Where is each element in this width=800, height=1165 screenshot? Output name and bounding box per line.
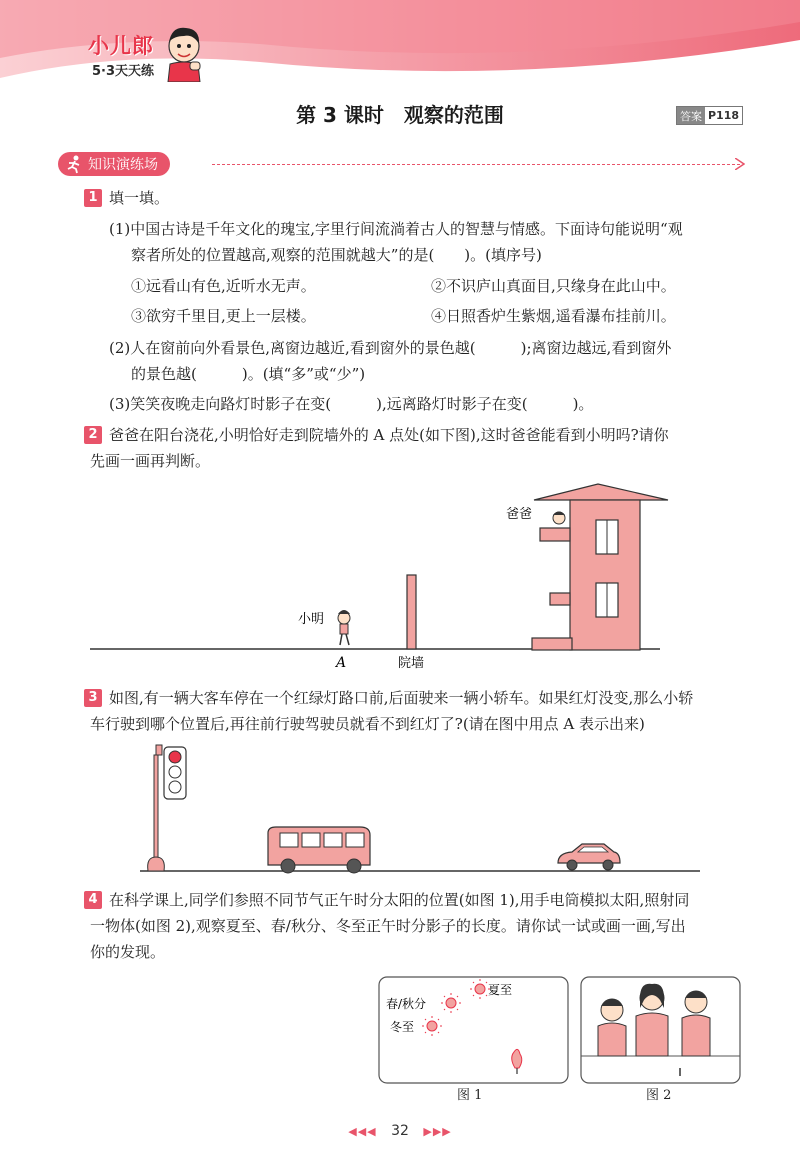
- car: [558, 844, 620, 870]
- q4-line2: 一物体(如图 2),观察夏至、春/秋分、冬至正午时分影子的长度。请你试一试或画一画,写出: [90, 917, 686, 935]
- brand-subtitle: 5·3天天练: [92, 64, 155, 79]
- house-building: [532, 484, 668, 650]
- page-footer: [0, 1123, 800, 1139]
- student-figure: [598, 999, 626, 1056]
- label-equinox: 春/秋分: [386, 997, 427, 1011]
- question-number: 1: [84, 189, 102, 207]
- mascot-boy-icon: [160, 24, 208, 82]
- q1-option: ③欲穷千里目,更上一层楼。: [131, 307, 316, 325]
- q4-line1: 在科学课上,同学们参照不同节气正午时分太阳的位置(如图 1),用手电筒模拟太阳,照射同: [109, 891, 690, 909]
- yard-wall: [407, 575, 416, 649]
- section-divider: [212, 164, 740, 165]
- q3-line2: 车行驶到哪个位置后,再往前行驶驾驶员就看不到红灯了?(请在图中用点 A 表示出来): [90, 715, 645, 733]
- red-light-icon: [169, 751, 181, 763]
- q3-figure: [120, 735, 740, 880]
- q2-line2: 先画一画再判断。: [90, 452, 211, 470]
- q1-stem: 填一填。: [109, 189, 170, 207]
- page-number: 32: [391, 1123, 409, 1139]
- question-number: 3: [84, 689, 102, 707]
- q1-part1-line2: 察者所处的位置越高,观察的范围就越大”的是( )。(填序号): [131, 246, 542, 264]
- q1-option: ②不识庐山真面目,只缘身在此山中。: [431, 277, 676, 295]
- student-figure: [682, 991, 710, 1056]
- label-summer-solstice: 夏至: [488, 983, 513, 997]
- answer-page: P118: [708, 109, 740, 122]
- arrow-right-icon: [735, 158, 745, 170]
- q1-part1-line1: (1)中国古诗是千年文化的瑰宝,字里行间流淌着古人的智慧与情感。下面诗句能说明“观: [109, 220, 683, 238]
- figure-1-caption: 图 1: [457, 1088, 483, 1103]
- question-number: 2: [84, 426, 102, 444]
- traffic-light: [148, 745, 186, 871]
- q2-line1: 爸爸在阳台浇花,小明恰好走到院墙外的 A 点处(如下图),这时爸爸能看到小明吗?请你: [109, 426, 669, 444]
- label-wall: 院墙: [398, 656, 425, 671]
- label-point-a: A: [336, 655, 347, 671]
- label-winter-solstice: 冬至: [390, 1020, 415, 1034]
- q4-figure-2: [580, 976, 742, 1086]
- brand-name: 小儿郎: [88, 34, 154, 58]
- running-figure-icon: [64, 154, 84, 174]
- answer-reference: [676, 106, 743, 125]
- figure-2-caption: 图 2: [646, 1088, 672, 1103]
- q2-figure: [80, 478, 720, 674]
- section-title-pill: [58, 152, 170, 176]
- q1-option: ④日照香炉生紫烟,遥看瀑布挂前川。: [431, 307, 676, 325]
- section-title: 知识演练场: [88, 157, 158, 173]
- footer-left-arrows: ◀◀◀: [348, 1125, 377, 1138]
- lesson-title: 第 3 课时 观察的范围: [296, 103, 504, 127]
- q4-line3: 你的发现。: [90, 943, 166, 961]
- label-dad: 爸爸: [506, 507, 533, 522]
- bus: [268, 827, 370, 873]
- q1-part3: (3)笑笑夜晚走向路灯时影子在变( ),远离路灯时影子在变( )。: [109, 395, 594, 413]
- label-xiaoming: 小明: [298, 612, 325, 627]
- xiaoming-figure: [338, 610, 350, 645]
- student-figure: [636, 984, 668, 1056]
- answer-label: 答案: [677, 107, 705, 124]
- section-header: [58, 152, 170, 176]
- q4-figure-1: [378, 976, 570, 1086]
- q3-line1: 如图,有一辆大客车停在一个红绿灯路口前,后面驶来一辆小轿车。如果红灯没变,那么小轿: [109, 689, 694, 707]
- q1-part2-line1: (2)人在窗前向外看景色,离窗边越近,看到窗外的景色越( );离窗边越远,看到窗外: [109, 339, 672, 357]
- q1-option: ①远看山有色,近听水无声。: [131, 277, 316, 295]
- question-number: 4: [84, 891, 102, 909]
- footer-right-arrows: ▶▶▶: [423, 1125, 452, 1138]
- q1-part2-line2: 的景色越( )。(填“多”或“少”): [131, 365, 366, 383]
